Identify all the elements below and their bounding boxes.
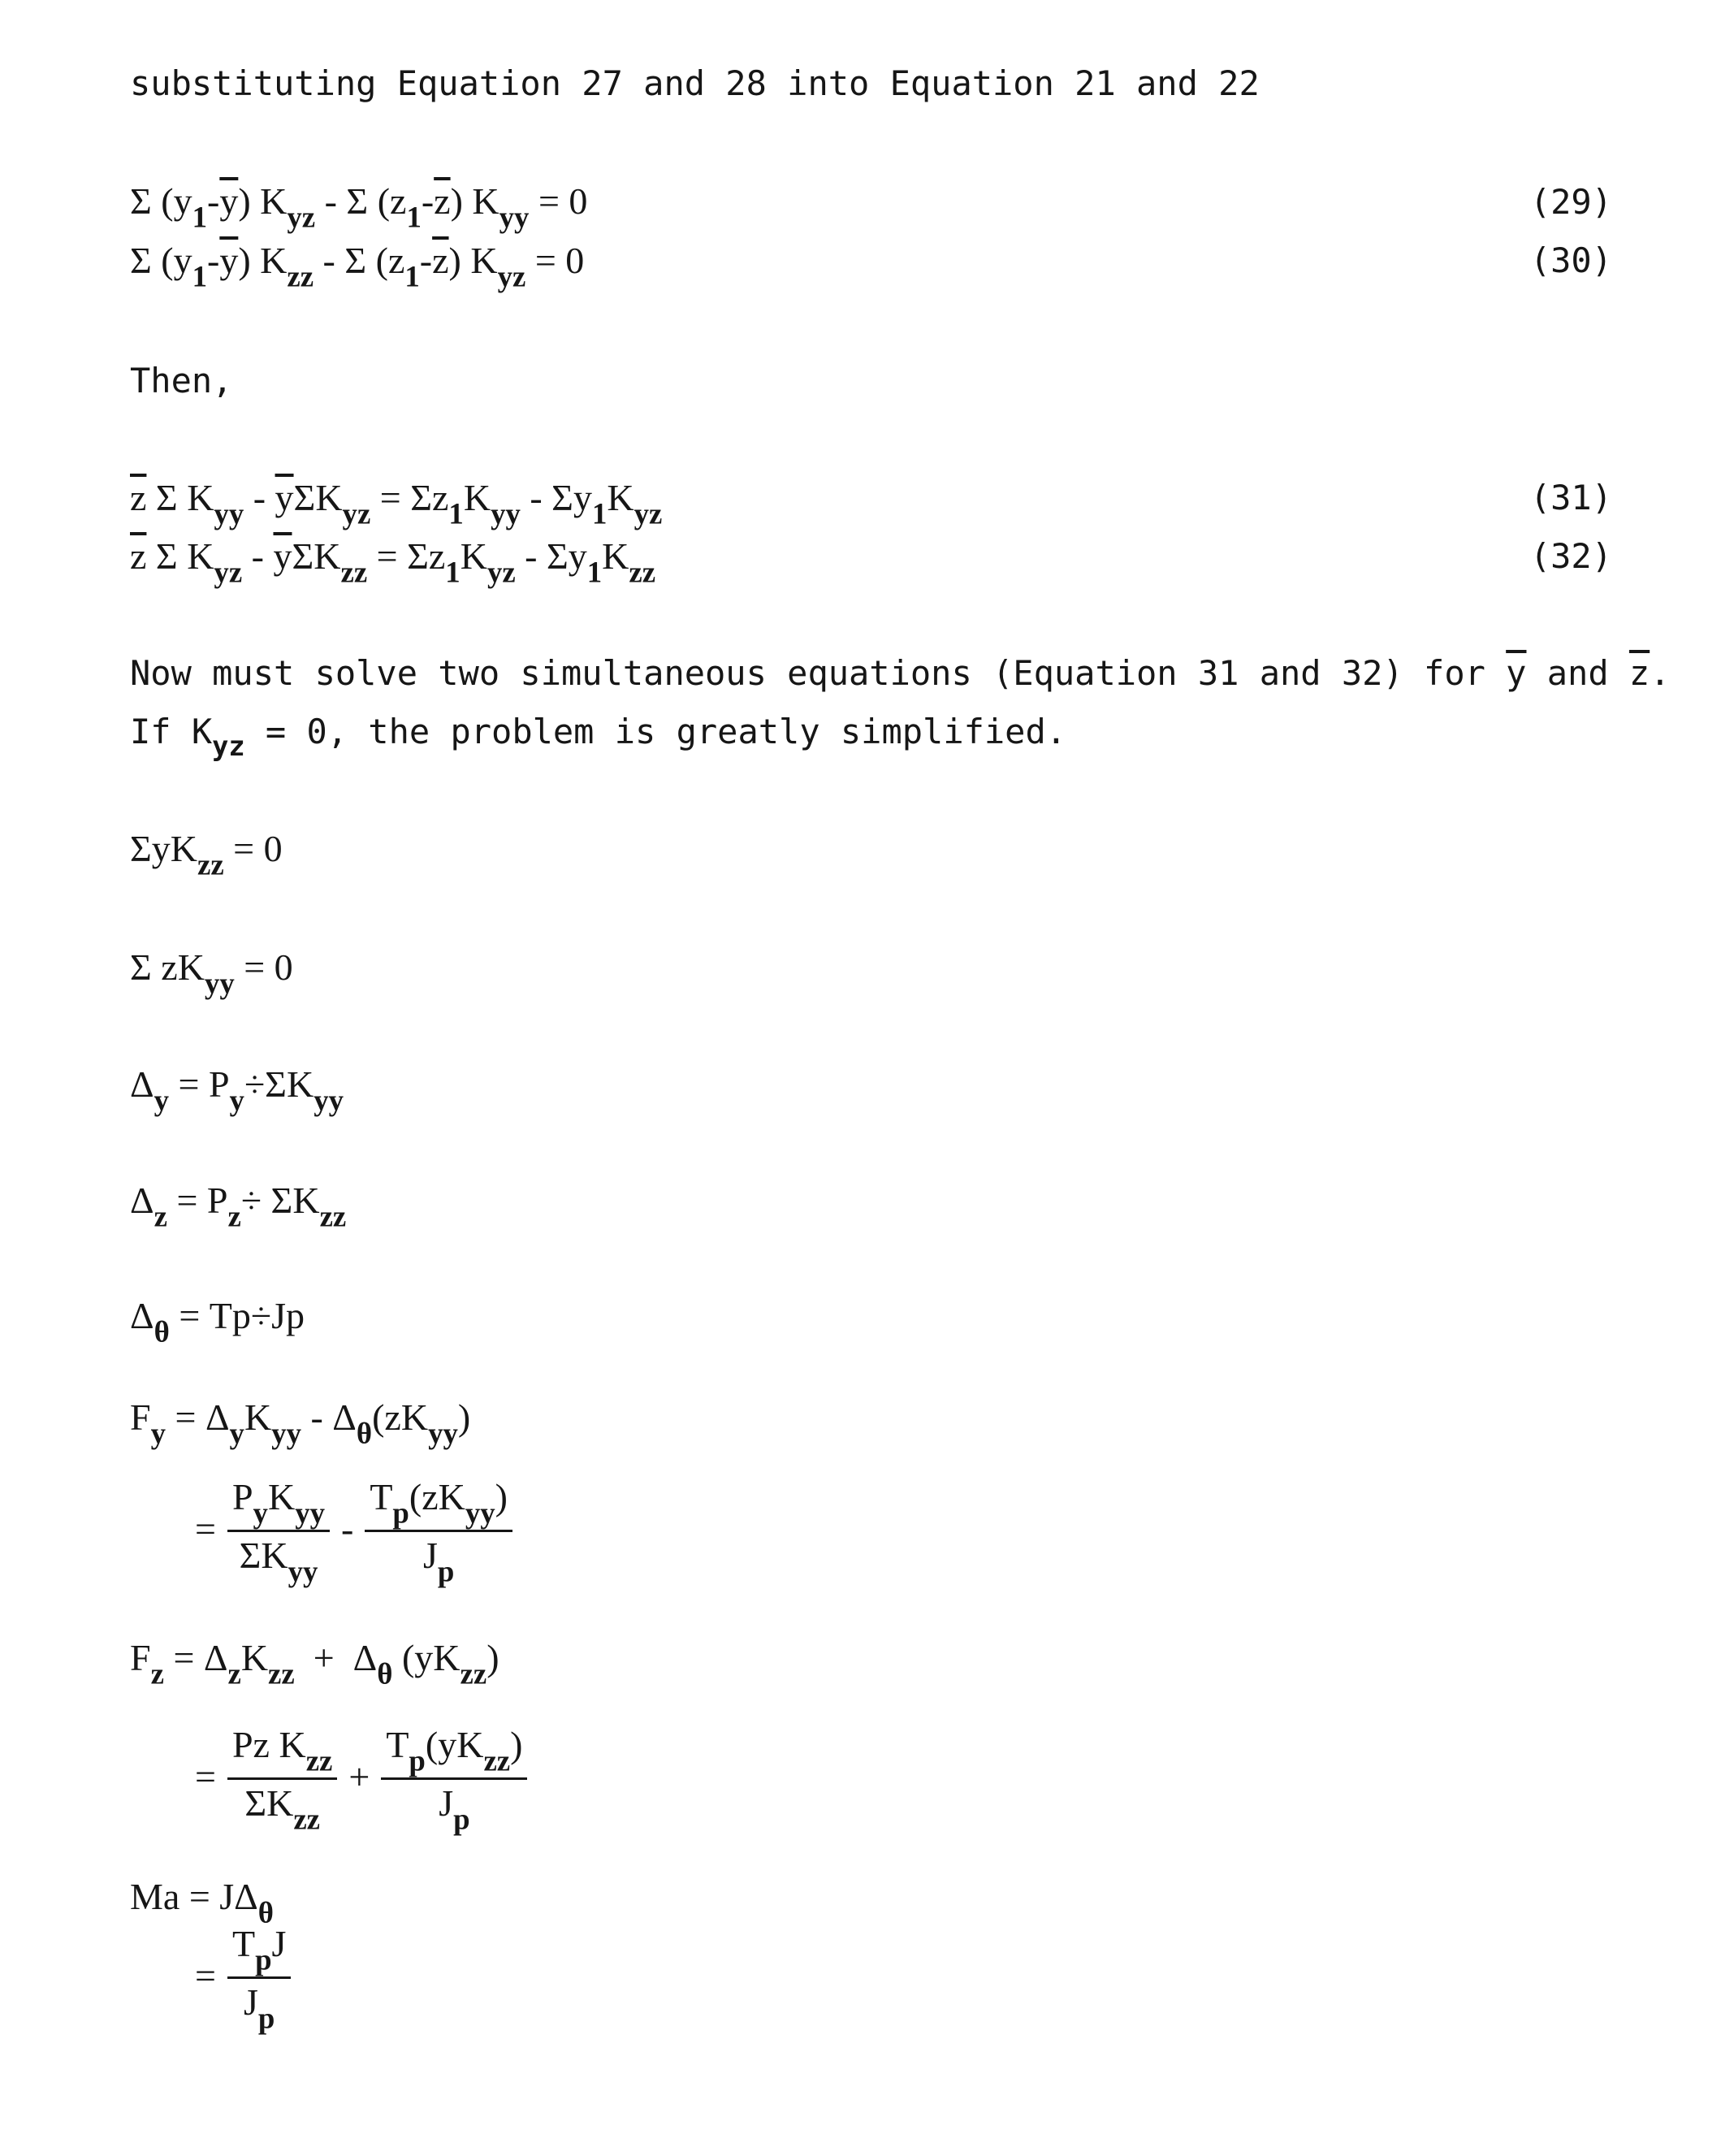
equation-30: Σ $(y_1-\overline{y})$ $K_{zz}$ - Σ $(z_1-\overline{z}) K_{yz} = 0$ <box>130 240 585 293</box>
then-text: Then, <box>130 361 233 400</box>
formula-sum-z-kyy: Σ $zK_{yy} = 0$ <box>130 946 293 1000</box>
paragraph-line-2: If $K_{yz} = 0$, the problem is greatly simplified. <box>130 712 1067 763</box>
paragraph-line-1: Now must solve two simultaneous equations (Equation 31 and 32) for $\overline{y}$ and $\overline{z}$. <box>130 653 1671 693</box>
equation-number-30: (30) <box>1529 240 1612 280</box>
formula-force-z: $F_z = \Delta_zK_{zz} + \Delta_\theta$ $(yK_{zz})$ <box>130 1637 499 1691</box>
intro-text: substituting Equation 27 and 28 into Equation 21 and 22 <box>130 63 1260 103</box>
formula-force-y-expanded: = $\frac{P_yK_{yy}}{\Sigma K_{yy}}$ - $\frac{T_p(zK_{yy})}{J_p}$ <box>195 1478 524 1587</box>
equation-number-31: (31) <box>1529 478 1612 517</box>
formula-delta-theta: $\Delta_\theta = Tp\div Jp$ <box>130 1295 305 1349</box>
equation-number-32: (32) <box>1529 536 1612 576</box>
equation-number-29: (29) <box>1529 182 1612 222</box>
formula-delta-y: $\Delta_y = P_y\div\Sigma K_{yy}$ <box>130 1063 344 1117</box>
equation-31: $\overline{z}$ Σ $K_{yy} - \overline{y}\Sigma K_{yz} = \Sigma z_1K_{yy} - \Sigma y_1K_{yz}$ <box>130 477 663 530</box>
equation-29: Σ $(y_1-\overline{y})$ $K_{yz}$ - Σ $(z_1-\overline{z}) K_{yy} = 0$ <box>130 180 588 234</box>
formula-force-y: $F_y = \Delta_yK_{yy} - \Delta_\theta(zK_{yy})$ <box>130 1396 471 1450</box>
formula-moment-expanded: = $\frac{T_pJ}{J_p}$ <box>195 1925 302 2034</box>
formula-sum-y-kzz: ΣyK$_{zz}$ = 0 <box>130 828 283 881</box>
equation-32: $\overline{z}$ Σ $K_{yz} - \overline{y}\Sigma K_{zz} = \Sigma z_1K_{yz} - \Sigma y_1K_{zz}$ <box>130 535 656 589</box>
formula-force-z-expanded: = $\frac{Pz K_{zz}}{\Sigma K_{zz}}$ + $\frac{T_p(yK_{zz})}{J_p}$ <box>195 1726 538 1835</box>
formula-moment: $Ma = J\Delta_\theta$ <box>130 1876 274 1929</box>
formula-delta-z: $\Delta_z = P_z\div \Sigma K_{zz}$ <box>130 1180 347 1233</box>
